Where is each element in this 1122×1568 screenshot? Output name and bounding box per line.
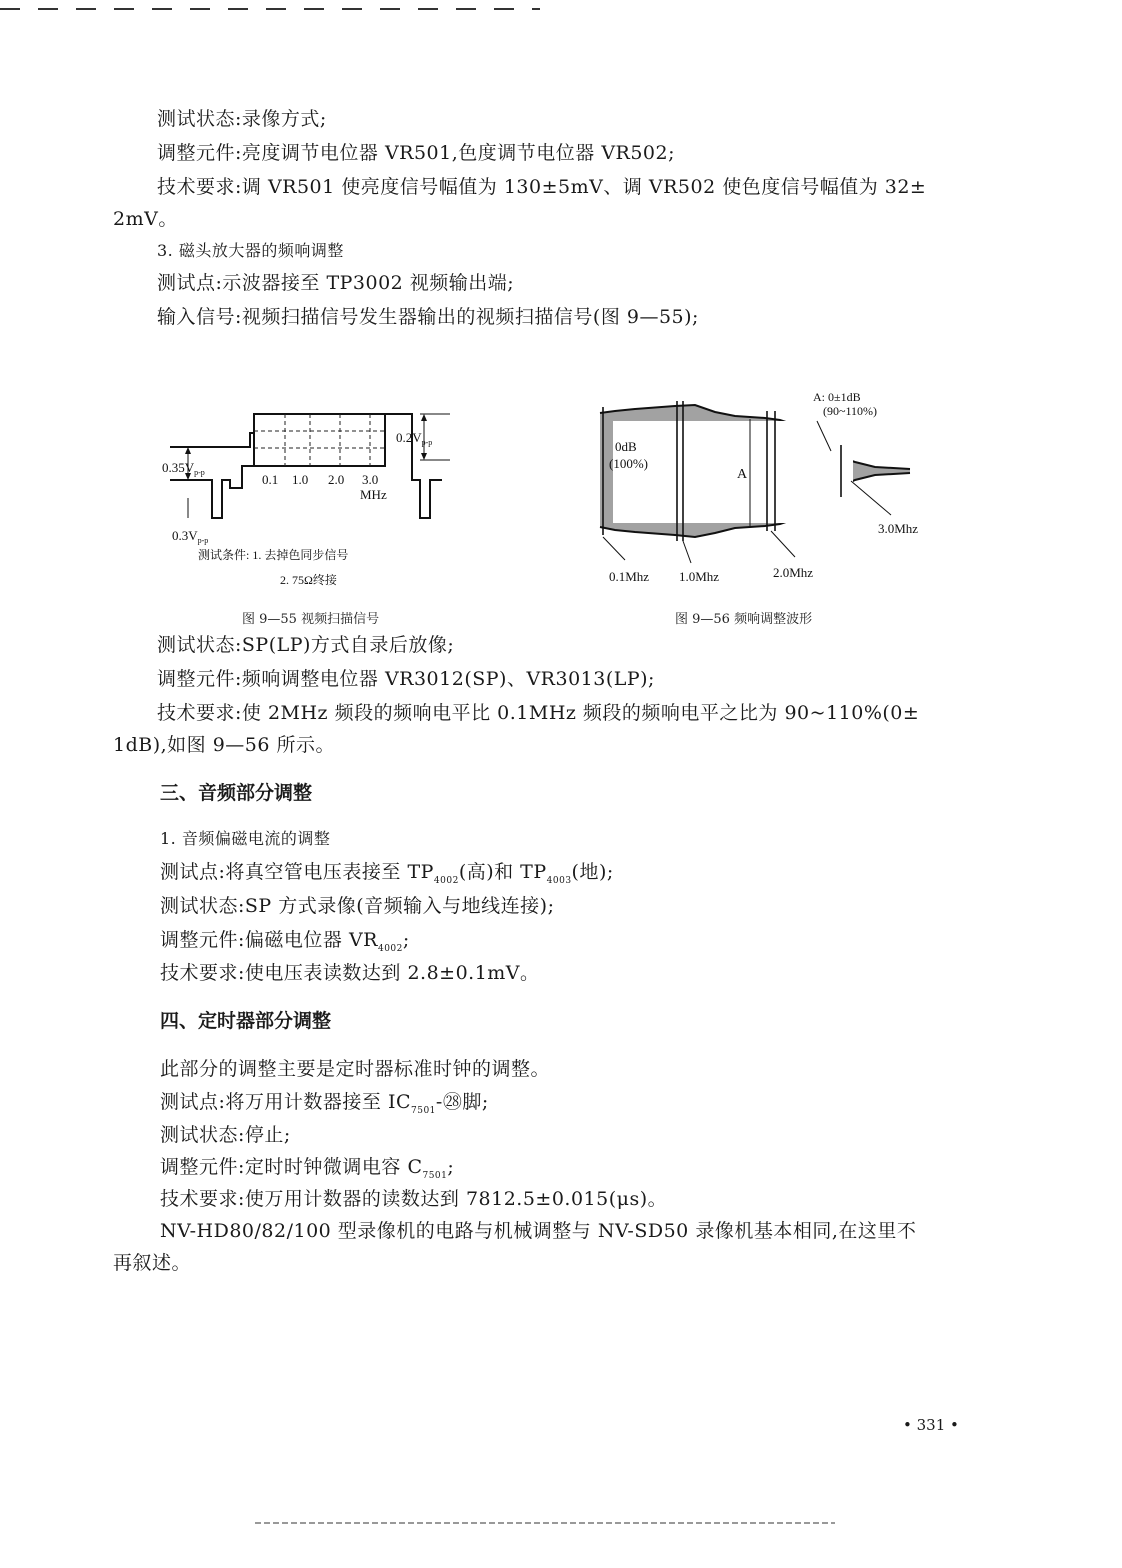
freq-label: 3.0Mhz (878, 521, 919, 536)
section-title-timer: 四、定时器部分调整 (160, 1010, 332, 1032)
text-line: 1dB),如图 9—56 所示。 (113, 734, 336, 756)
text-line: 测试状态:SP(LP)方式自录后放像; (157, 634, 455, 656)
text-line: 技术要求:使电压表读数达到 2.8±0.1mV。 (160, 962, 540, 984)
tolerance-range: (90~110%) (823, 404, 878, 418)
text-line: 测试状态:停止; (160, 1124, 291, 1146)
text-line: 测试状态:录像方式; (157, 108, 327, 130)
text-line: 再叙述。 (113, 1252, 192, 1274)
text-line: 测试点:将万用计数器接至 $IC_{7501}-㉘$脚; (160, 1091, 489, 1116)
freq-label: 1.0Mhz (679, 569, 720, 584)
text-line: 测试点:示波器接至 TP3002 视频输出端; (157, 272, 515, 294)
text-line: 调整元件:频响调整电位器 VR3012(SP)、VR3013(LP); (157, 668, 655, 690)
freq-label: 0.1Mhz (609, 569, 650, 584)
figure-9-56-caption: 图 9—56 频响调整波形 (675, 612, 813, 627)
a-label: A (737, 467, 748, 482)
text-line: 此部分的调整主要是定时器标准时钟的调整。 (160, 1058, 551, 1080)
percent-label: (100%) (609, 456, 648, 471)
top-dashed-rule (0, 8, 540, 10)
figure-9-56-frequency-response-waveform (595, 385, 925, 590)
tolerance-note: A: 0±1dB (813, 390, 861, 404)
unit-label: MHz (360, 487, 387, 502)
svg-text:0.35Vp-p: $0.35V_{p-p}$ (162, 460, 205, 477)
figure-9-55-caption: 图 9—55 视频扫描信号 (242, 612, 380, 627)
text-line: 输入信号:视频扫描信号发生器输出的视频扫描信号(图 9—55); (157, 306, 699, 328)
subsection-title: 3. 磁头放大器的频响调整 (157, 241, 344, 260)
text-line: 测试点:将真空管电压表接至 $TP_{4002}$(高)和 $TP_{4003}$(地); (160, 861, 614, 886)
figure-9-55-video-sweep-signal (150, 400, 470, 600)
freq-label: 2.0Mhz (773, 565, 814, 580)
svg-text:0.2Vp-p: $0.2V_{p-p}$ (396, 430, 433, 447)
tick-label: 0.1 (262, 472, 279, 487)
page-number: • 331 • (903, 1416, 959, 1434)
text-line: 2mV。 (113, 208, 178, 230)
text-line: 测试状态:SP 方式录像(音频输入与地线连接); (160, 895, 555, 917)
subsection-title: 1. 音频偏磁电流的调整 (160, 829, 331, 848)
tick-label: 2.0 (328, 472, 345, 487)
tick-label: 3.0 (362, 472, 379, 487)
test-condition-2: 2. 75Ω终接 (280, 573, 337, 587)
test-condition-1: 测试条件: 1. 去掉色同步信号 (198, 548, 349, 562)
svg-text:0.3Vp-p: $0.3V_{p-p}$ (172, 528, 209, 545)
tick-label: 1.0 (292, 472, 309, 487)
section-title-audio: 三、音频部分调整 (160, 782, 313, 804)
bottom-dotted-rule (255, 1522, 835, 1524)
text-line: 技术要求:使万用计数器的读数达到 7812.5±0.015(μs)。 (160, 1188, 668, 1210)
text-line: NV-HD80/82/100 型录像机的电路与机械调整与 NV-SD50 录像机基本相同,在这里不 (160, 1220, 917, 1242)
text-line: 调整元件:定时时钟微调电容 $C_{7501}$; (160, 1156, 455, 1181)
text-line: 调整元件:亮度调节电位器 VR501,色度调节电位器 VR502; (157, 142, 676, 164)
text-line: 技术要求:使 2MHz 频段的频响电平比 0.1MHz 频段的频响电平之比为 90~110%(0± (157, 702, 920, 724)
zero-db-label: 0dB (615, 439, 637, 454)
text-line: 调整元件:偏磁电位器 $VR_{4002}$; (160, 929, 410, 954)
text-line: 技术要求:调 VR501 使亮度信号幅值为 130±5mV、调 VR502 使色度信号幅值为 32± (157, 176, 927, 198)
